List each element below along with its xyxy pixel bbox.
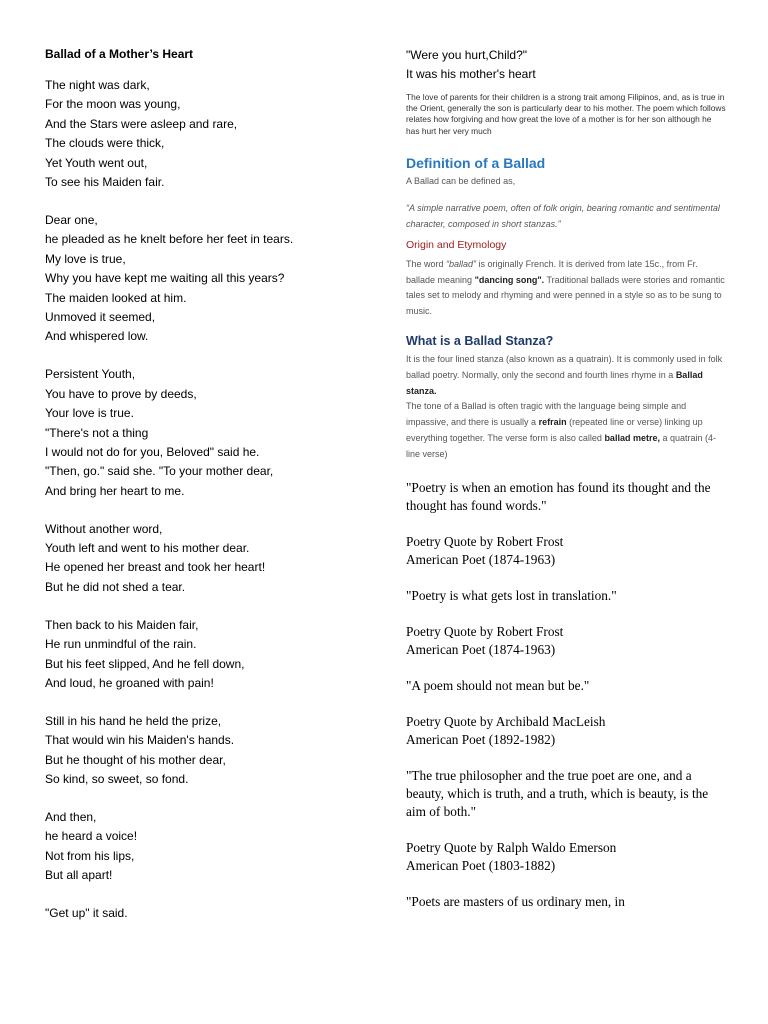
- definition-heading: Definition of a Ballad: [406, 154, 546, 171]
- poem-line: Unmoved it seemed,: [45, 309, 156, 324]
- poem-line: But he did not shed a tear.: [45, 579, 186, 594]
- poem-stanza: [45, 211, 375, 347]
- poem-line: You have to prove by deeds,: [45, 386, 197, 401]
- poem-line: Your love is true.: [45, 406, 134, 421]
- quote-text: "Poets are masters of us ordinary men, in: [406, 893, 625, 909]
- quote-author: Poetry Quote by Archibald MacLeish: [406, 713, 606, 729]
- poem-line: Why you have kept me waiting all this years?: [45, 271, 285, 286]
- quote-text: "Poetry is what gets lost in translation.": [406, 587, 617, 603]
- poem-line: And whispered low.: [45, 329, 149, 344]
- origin-heading: Origin and Etymology: [406, 238, 507, 251]
- poetry-quotes: [406, 479, 726, 911]
- poem-line: "Were you hurt,Child?": [406, 48, 528, 62]
- quote-attribution: [406, 839, 726, 875]
- poem-stanza: [45, 808, 375, 886]
- poem-line: "There's not a thing: [45, 425, 149, 440]
- poem-line: So kind, so sweet, so fond.: [45, 772, 189, 787]
- poem-line: Dear one,: [45, 212, 98, 227]
- poem-line: The clouds were thick,: [45, 136, 165, 151]
- poem-line: The maiden looked at him.: [45, 290, 187, 305]
- quote-attribution: [406, 533, 726, 569]
- quote-text: "The true philosopher and the true poet are one, and a beauty, which is truth, and a truth, which is beauty, is the aim of both.": [406, 767, 709, 819]
- quote-text: "A poem should not mean but be.": [406, 677, 590, 693]
- poem-line: He opened her breast and took her heart!: [45, 560, 266, 575]
- poem-stanza: [45, 520, 375, 598]
- poem-line: "Then, go." said she. "To your mother dear,: [45, 464, 274, 479]
- poem-line: The night was dark,: [45, 78, 150, 92]
- quote-attribution: [406, 623, 726, 659]
- poem-stanza: [45, 904, 375, 923]
- poem-body: [45, 76, 375, 924]
- poem-stanza: [45, 712, 375, 790]
- poem-line: He run unmindful of the rain.: [45, 637, 197, 652]
- poem-line: It was his mother's heart: [406, 66, 536, 81]
- poem-stanza: [45, 76, 375, 192]
- poem-line: And bring her heart to me.: [45, 483, 185, 498]
- ballad-stanza-text: It is the four lined stanza (also known as a quatrain). It is commonly used in folk ballad poetry. Normally, only the second and fourth lines rhyme in a Ballad stanza. The tone of a Ballad is often tragic with the language being simple and impassive, and there is usually a refrain (repeated line or verse) linking up everything together. The verse form is also called ballad metre, a quatrain (4-line verse): [406, 354, 723, 459]
- quote-attribution: [406, 713, 726, 749]
- poem-title: Ballad of a Mother’s Heart: [45, 47, 194, 61]
- poem-line: For the moon was young,: [45, 97, 181, 112]
- poem-line: I would not do for you, Beloved" said he.: [45, 444, 260, 459]
- poem-line: "Get up" it said.: [45, 906, 128, 921]
- info-column: [406, 46, 726, 929]
- poem-line: But he thought of his mother dear,: [45, 752, 226, 767]
- poem-stanza: [45, 365, 375, 501]
- definition-quote: “A simple narrative poem, often of folk origin, bearing romantic and sentimental character, composed in short stanzas.”: [406, 202, 720, 229]
- poem-line: But all apart!: [45, 868, 113, 883]
- origin-text: The word “ballad” is originally French. It is derived from late 15c., from Fr. ballade meaning "dancing song". Traditional ballads were stories and romantic tales set to melody and rhyming and were penned in a style so as to be sung to music.: [406, 258, 725, 317]
- poem-line: he heard a voice!: [45, 829, 138, 844]
- quote-author-role: American Poet (1803-1882): [406, 857, 556, 873]
- poem-line: he pleaded as he knelt before her feet in tears.: [45, 232, 294, 247]
- quote-author: Poetry Quote by Ralph Waldo Emerson: [406, 839, 617, 855]
- poem-line: And loud, he groaned with pain!: [45, 675, 214, 690]
- poem-line: Without another word,: [45, 521, 163, 536]
- poem-stanza: [45, 616, 375, 694]
- poem-line: Not from his lips,: [45, 848, 135, 863]
- definition-intro: A Ballad can be defined as,: [406, 175, 516, 186]
- poem-line: Yet Youth went out,: [45, 155, 148, 170]
- poem-column: [45, 46, 375, 942]
- poem-line: To see his Maiden fair.: [45, 175, 165, 190]
- quote-text: "Poetry is when an emotion has found its thought and the thought has found words.": [406, 479, 711, 513]
- poem-line: Then back to his Maiden fair,: [45, 617, 199, 632]
- poem-line: But his feet slipped, And he fell down,: [45, 656, 245, 671]
- ballad-stanza-heading: What is a Ballad Stanza?: [406, 334, 554, 348]
- introductory-note: The love of parents for their children is a strong trait among Filipinos, and, as is true in the Orient, generally the son is particularly dear to his mother. The poem which follows relates how forgiving and how great the love of a mother is for her son although he has hurt her very much: [406, 92, 726, 136]
- poem-line: Persistent Youth,: [45, 367, 136, 382]
- poem-line: My love is true,: [45, 251, 126, 266]
- poem-line: And the Stars were asleep and rare,: [45, 116, 238, 131]
- quote-author-role: American Poet (1874-1963): [406, 641, 556, 657]
- quote-author-role: American Poet (1892-1982): [406, 731, 556, 747]
- poem-continuation: [406, 46, 726, 83]
- quote-author-role: American Poet (1874-1963): [406, 551, 556, 567]
- quote-author: Poetry Quote by Robert Frost: [406, 623, 564, 639]
- poem-line: That would win his Maiden's hands.: [45, 733, 235, 748]
- poem-line: Still in his hand he held the prize,: [45, 713, 222, 728]
- quote-author: Poetry Quote by Robert Frost: [406, 533, 564, 549]
- poem-line: And then,: [45, 810, 97, 824]
- poem-line: Youth left and went to his mother dear.: [45, 541, 250, 556]
